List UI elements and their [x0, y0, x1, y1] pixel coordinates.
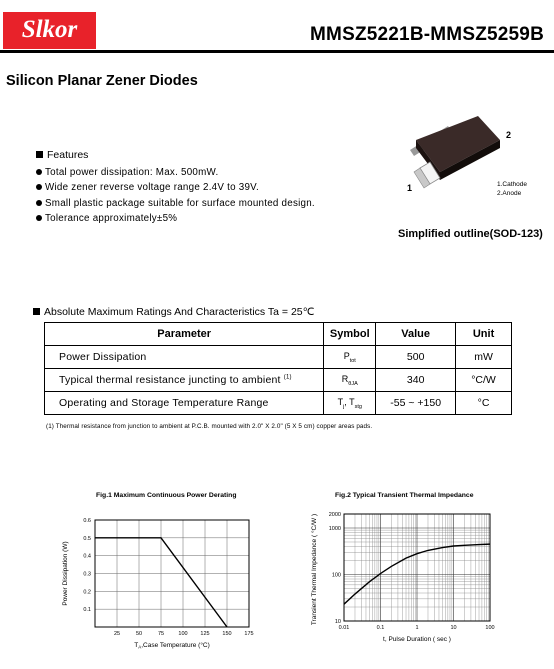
cell-parameter — [45, 369, 324, 392]
feature-text: Total power dissipation: Max. 500mW. — [45, 167, 219, 178]
symbol-subscript: tot — [349, 357, 356, 364]
cell-symbol — [324, 346, 376, 369]
fig1-x-tick-label: 125 — [200, 631, 210, 637]
fig1-y-tick-label: 0.4 — [83, 553, 91, 560]
fig1-y-axis-label: Power Dissipation (W) — [62, 541, 69, 606]
cell-value: -55 ~ +150 — [376, 392, 456, 415]
fig1-power-derating-chart — [55, 506, 255, 652]
feature-item — [36, 167, 218, 178]
fig1-x-tick-label: 50 — [135, 631, 143, 637]
features-heading — [36, 149, 88, 161]
part-number-title: MMSZ5221B-MMSZ5259B — [310, 24, 544, 45]
table-header-row — [45, 323, 512, 346]
fig2-x-tick-label: 100 — [485, 625, 495, 631]
table-row — [45, 392, 512, 415]
ratings-heading-text: Absolute Maximum Ratings And Characteristics Ta = 25℃ — [44, 306, 315, 318]
fig2-y-axis-label: Transient Thermal Impedance ( °C/W ) — [311, 513, 318, 626]
ratings-table — [44, 322, 512, 415]
cell-symbol — [324, 392, 376, 415]
bullet-icon — [36, 200, 42, 206]
cell-parameter: Operating and Storage Temperature Range — [45, 392, 324, 415]
fig1-y-tick-label: 0.1 — [83, 607, 91, 614]
cell-value: 500 — [376, 346, 456, 369]
symbol-main: T — [337, 396, 344, 407]
fig1-y-tick-label: 0.5 — [83, 535, 91, 542]
symbol-subscript: j — [343, 403, 345, 410]
pin-legend-anode: 2.Anode — [497, 190, 522, 197]
table-footnote: (1) Thermal resistance from junction to ambient at P.C.B. mounted with 2.0" X 2.0" (5 X 5 cm) copper areas pads. — [46, 423, 373, 430]
cell-value: 340 — [376, 369, 456, 392]
feature-text: Small plastic package suitable for surface mounted design. — [45, 198, 315, 209]
fig1-y-tick-label: 0.3 — [83, 571, 91, 578]
brand-logo — [3, 12, 96, 49]
header-rule — [0, 50, 554, 53]
document-subtitle: Silicon Planar Zener Diodes — [6, 73, 198, 89]
fig1-x-tick-label: 175 — [244, 631, 254, 637]
fig2-y-tick-label: 1000 — [328, 525, 341, 532]
feature-item — [36, 213, 177, 224]
pin1-label: 1 — [407, 183, 413, 193]
symbol-main: P — [343, 350, 350, 361]
square-bullet-icon — [36, 151, 43, 158]
fig2-y-tick-label: 10 — [334, 619, 341, 625]
pin2-label: 2 — [506, 130, 512, 140]
fig1-x-axis-label-main: T — [134, 642, 139, 649]
table-row — [45, 346, 512, 369]
footnote-ref: (1) — [283, 374, 292, 381]
fig2-x-axis-label: t, Pulse Duration ( sec ) — [383, 636, 451, 643]
fig2-x-tick-label: 0.01 — [338, 625, 350, 631]
fig1-x-axis-label-sub: A — [138, 644, 142, 650]
parameter-text: Typical thermal resistance juncting to ambient — [59, 374, 281, 386]
fig1-title: Fig.1 Maximum Continuous Power Derating — [96, 492, 237, 499]
column-header-value: Value — [376, 323, 456, 346]
fig1-x-tick-label: 25 — [113, 631, 121, 637]
fig2-x-tick-label: 0.1 — [376, 625, 385, 631]
symbol-subscript: stg — [354, 403, 362, 410]
feature-text: Wide zener reverse voltage range 2.4V to 39V. — [45, 182, 260, 193]
square-bullet-icon — [33, 308, 40, 315]
pin-legend — [497, 180, 527, 198]
fig1-x-axis-label-rest: ,Case Temperature (°C) — [141, 642, 210, 649]
fig2-y-tick-label: 2000 — [328, 512, 341, 518]
symbol-main: R — [341, 373, 349, 384]
feature-text: Tolerance approximately±5% — [45, 213, 178, 224]
symbol-main: , T — [344, 396, 355, 407]
cell-unit: °C/W — [456, 369, 512, 392]
fig2-title: Fig.2 Typical Transient Thermal Impedance — [335, 492, 474, 499]
column-header-symbol: Symbol — [324, 323, 376, 346]
feature-item — [36, 182, 259, 193]
ratings-heading — [33, 306, 314, 318]
fig2-x-tick-label: 10 — [450, 625, 457, 631]
cell-symbol — [324, 369, 376, 392]
bullet-icon — [36, 184, 42, 190]
symbol-subscript: θJA — [348, 380, 358, 387]
pin-legend-cathode: 1.Cathode — [497, 181, 527, 188]
feature-item — [36, 198, 315, 209]
package-caption: Simplified outline(SOD-123) — [398, 228, 543, 240]
features-heading-text: Features — [47, 149, 89, 161]
fig1-x-tick-label: 100 — [178, 631, 188, 637]
fig2-thermal-impedance-chart — [305, 500, 505, 652]
fig1-x-axis-label — [134, 641, 210, 650]
cell-unit: mW — [456, 346, 512, 369]
column-header-unit: Unit — [456, 323, 512, 346]
cell-parameter: Power Dissipation — [45, 346, 324, 369]
bullet-icon — [36, 169, 42, 175]
fig2-y-tick-label: 100 — [331, 572, 341, 579]
cell-unit: °C — [456, 392, 512, 415]
fig1-x-tick-label: 150 — [222, 631, 232, 637]
table-row — [45, 369, 512, 392]
bullet-icon — [36, 215, 42, 221]
fig1-y-tick-label: 0.2 — [83, 589, 91, 596]
fig1-y-tick-label: 0.6 — [83, 518, 91, 524]
brand-logo-text: Slkor — [21, 16, 78, 43]
fig1-x-tick-label: 75 — [157, 631, 165, 637]
fig2-x-tick-label: 1 — [415, 625, 419, 631]
column-header-parameter: Parameter — [45, 323, 324, 346]
